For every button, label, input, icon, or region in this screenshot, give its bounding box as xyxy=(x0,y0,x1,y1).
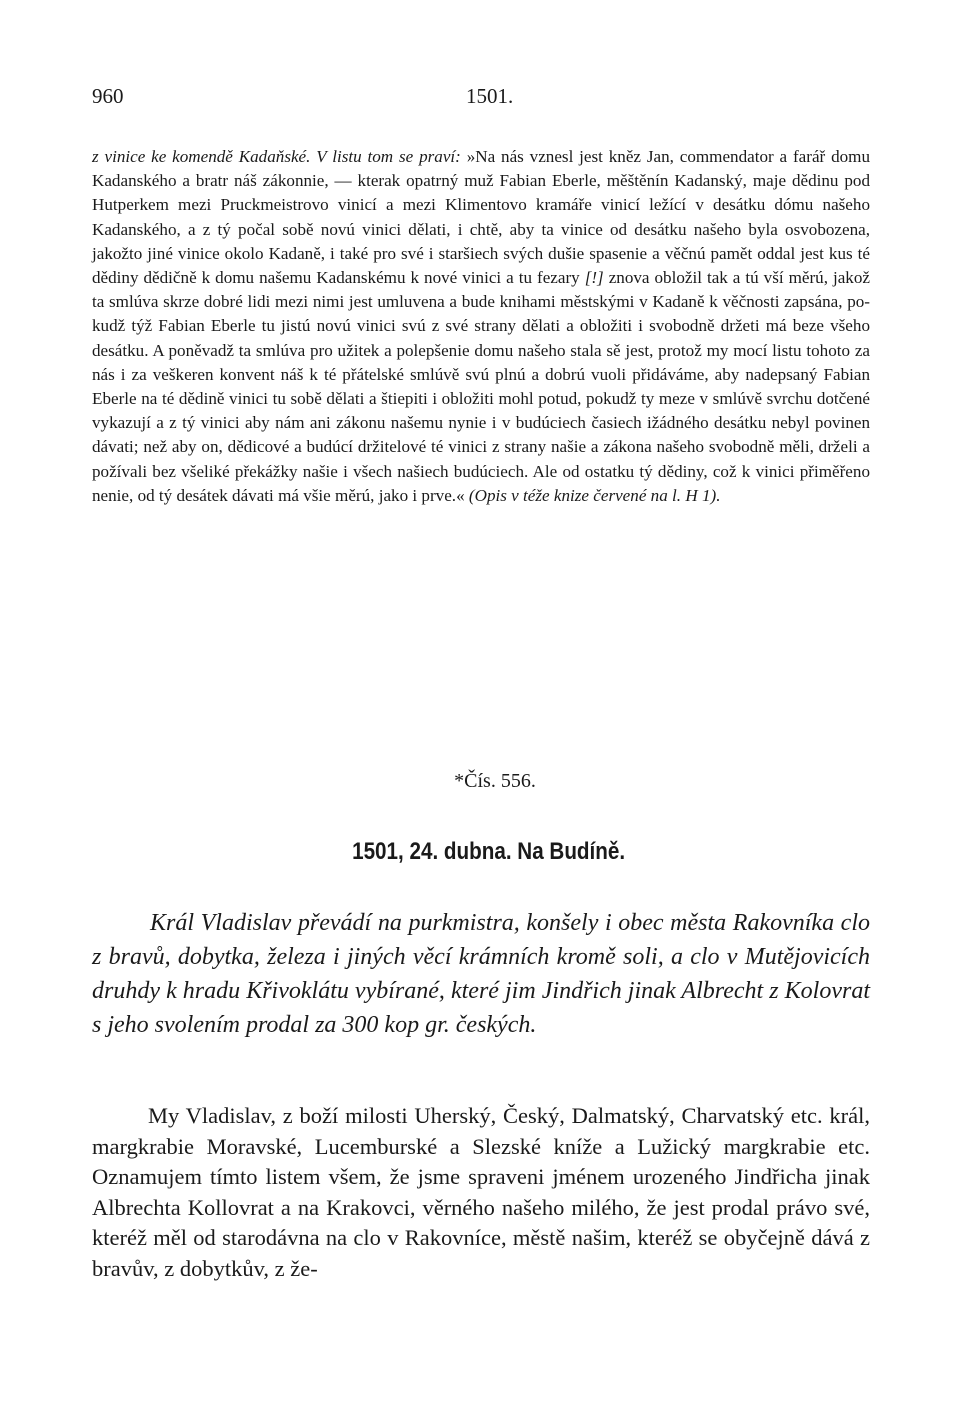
document-date-place: 1501, 24. dubna. Na Budíně. xyxy=(352,838,626,865)
document-main-text: My Vladislav, z boží milosti Uherský, Český, Dalmatský, Charvatský etc. král, margkrabie Moravské, Lucemburské a Slezské kníže a Lužický margkrabie etc. Oznamujem tímto listem všem, že jsme spraveni jménem urozeného Jindřicha jinak Albrechta Kollovrat a na Krakovci, věrného našeho milého, že jest prodal právo své, kteréž měl od starodávna na clo v Rakovníce, městě našim, kteréž se obyčejně dává z bravův, z dobytkův, z že- xyxy=(92,1103,870,1281)
document-regest: Král Vladislav převádí na purkmistra, konšely i obec města Rakovníka clo z bravů, dobytka, železa i jiných věcí krámních kromě soli, a clo v Mutějovicích druhdy k hradu Křivoklátu vybírané, které jim Jindřich jinak Albrecht z Kolovrat s jeho svolením prodal za 300 kop gr. českých. xyxy=(92,910,870,1038)
page-number: 960 xyxy=(92,84,124,108)
previous-document-text xyxy=(92,145,870,508)
running-head-year: 1501. xyxy=(466,84,514,108)
sic-mark: [!] xyxy=(584,268,604,288)
page-header xyxy=(92,84,872,114)
intro-italic: z vinice ke komendě Kadaňské. V listu tom se praví: xyxy=(92,147,461,166)
quoted-charter-part2: znova obložil tak a tú vší měrú, jakož ta smlúva skrze dobré lidi mezi nimi jest umluvena a bude knihami městskými v Kadaně k věčnosti zapsána, pokudž týž Fabian Eberle tu jistú novú vinici svú z své strany dělati a obložiti i svobodně držeti má beze všeho desátku. A poněvadž ta smlúva pro užitek a polepšenie domu našeho stala sě jest, protož my mocí listu tohoto za nás i za veškeren konvent náš k té přátelské smlúvě svú plnú a dobrú vuoli přidáváme, aby nadepsaný Fabian Eberle na té dědině vinici tu sobě dělati a štiepiti i obložiti mohl potud, pokudž ty meze v smlúvě svrchu dotčené vykazují a z tý vinici aby nám ani zákonu našemu nynie i v budúciech časiech ižádného desátku nebyl povinen dávati; než aby on, dědicové a budúcí držitelové té vinici z strany našie a zákona našeho svobodně měli, drželi a požívali bez všeliké překážky našie i všech našiech budúciech. Ale od ostatku tý dědiny, což k vinici přiměřeno nenie, od tý desátek dávati má všie měrú, jako i prve.« xyxy=(92,268,870,505)
document-number: *Čís. 556. xyxy=(454,770,536,792)
source-note: (Opis v téže knize červené na l. H 1). xyxy=(468,485,721,505)
quoted-charter-part1: »Na nás vznesl jest kněz Jan, commendator a farář domu Kadanského a bratr náš zákonnie, — kterak opatrný muž Fabian Eberle, měštěnín Kadanský, maje dědinu pod Hutperkem mezi Pruckmeistrovo vinicí a mezi Klimentovo kramáře vinicí ležící v desátku dómu našeho Kadanského, a z tý počal sobě novú vinici dělati, i chtě, aby ta vinice od desátku našeho byla osvobozena, jakožto jiné vinice okolo Kadaně, i také pro své i staršiech svých dušie spasenie a věčnú pamět oddal jest kus té dědiny dědičně k domu našemu Kadanskému k nové vinici a tu fezary xyxy=(92,147,871,288)
